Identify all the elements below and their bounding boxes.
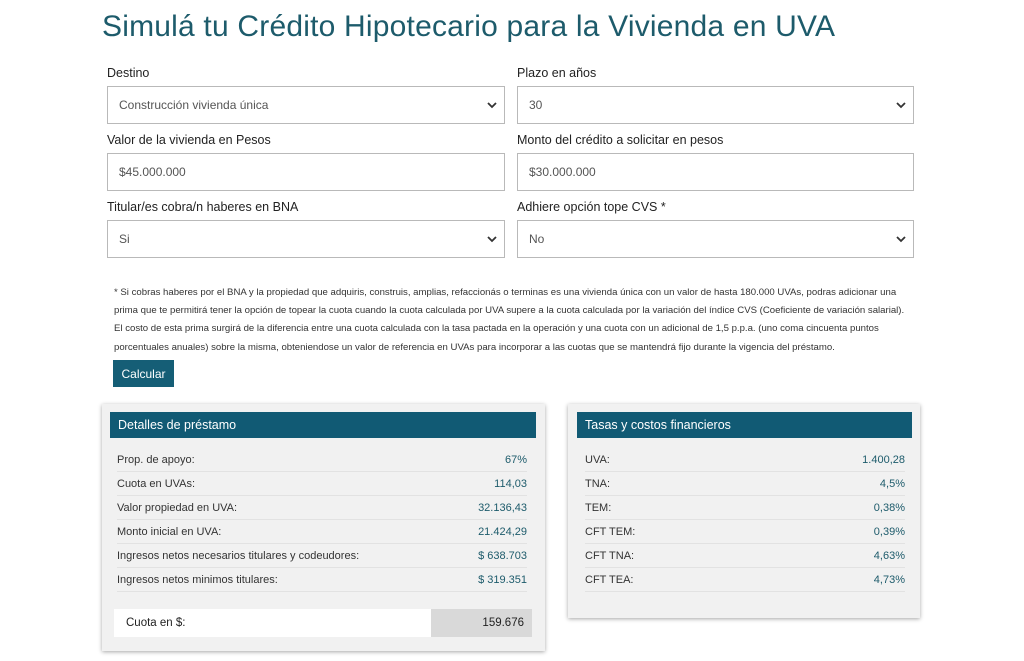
detalles-header: Detalles de préstamo (110, 412, 536, 438)
row-value: 21.424,29 (478, 525, 527, 538)
cuota-summary (114, 609, 532, 637)
monto-credito-input[interactable] (517, 153, 914, 191)
row-label: CFT TEM: (585, 525, 636, 538)
row-label: CFT TEA: (585, 573, 634, 586)
tope-cvs-label: Adhiere opción tope CVS * (517, 200, 666, 214)
chevron-down-icon (486, 99, 498, 111)
list-item (117, 544, 527, 568)
list-item (117, 448, 527, 472)
chevron-down-icon (486, 233, 498, 245)
cvs-note: * Si cobras haberes por el BNA y la propiedad que adquiris, construis, amplias, refaccionás o terminas es una vivienda única con un valor de hasta 180.000 UVAs, podras adicionar una prima que te permitirá tener la opción de topear la cuota cuando la cuota calculada por UVA supere a la cuota calculada por la variación del índice CVS (Coeficiente de variación salarial). El costo de esta prima surgirá de la diferencia entre una cuota calculada con la tasa pactada en la operación y una cuota con un adicional de 1,5 p.p.a. (uno coma cincuenta puntos porcentuales anuales) sobre la misma, obteniendose un valor de referencia en UVAs para incorporar a las cuotas que se mantendrá fijo durante la vigencia del préstamo. (114, 287, 905, 353)
row-label: Ingresos netos necesarios titulares y codeudores: (117, 549, 360, 562)
cuota-value: 159.676 (431, 609, 532, 637)
tope-cvs-value: No (529, 232, 545, 246)
valor-vivienda-input[interactable] (107, 153, 505, 191)
row-value: 1.400,28 (862, 453, 905, 466)
row-label: Cuota en UVAs: (117, 477, 196, 490)
destino-value: Construcción vivienda única (119, 98, 269, 112)
row-value: 67% (504, 453, 527, 466)
calcular-button[interactable]: Calcular (113, 360, 174, 387)
list-item (585, 544, 905, 568)
row-value: 0,39% (873, 525, 905, 538)
cuota-label: Cuota en $: (114, 609, 431, 637)
list-item (117, 520, 527, 544)
valor-vivienda-value: $45.000.000 (119, 165, 186, 179)
row-label: TEM: (585, 501, 612, 514)
monto-credito-label: Monto del crédito a solicitar en pesos (517, 133, 724, 147)
list-item (585, 568, 905, 592)
destino-select[interactable] (107, 86, 505, 124)
plazo-value: 30 (529, 98, 543, 112)
row-value: 4,5% (879, 477, 905, 490)
list-item (585, 448, 905, 472)
tope-cvs-select[interactable] (517, 220, 914, 258)
row-label: UVA: (585, 453, 610, 466)
list-item (585, 520, 905, 544)
titular-select[interactable] (107, 220, 505, 258)
row-value: 114,03 (494, 477, 527, 490)
row-label: CFT TNA: (585, 549, 635, 562)
list-item (117, 472, 527, 496)
row-value: 4,73% (873, 573, 905, 586)
list-item (585, 496, 905, 520)
chevron-down-icon (895, 99, 907, 111)
row-value: 32.136,43 (478, 501, 527, 514)
row-label: Valor propiedad en UVA: (117, 501, 238, 514)
plazo-label: Plazo en años (517, 66, 597, 80)
tasas-card (568, 404, 920, 618)
row-label: Prop. de apoyo: (117, 453, 195, 466)
chevron-down-icon (895, 233, 907, 245)
valor-vivienda-label: Valor de la vivienda en Pesos (107, 133, 271, 147)
row-value: 4,63% (873, 549, 905, 562)
list-item (117, 496, 527, 520)
tasas-header: Tasas y costos financieros (577, 412, 912, 438)
list-item (585, 472, 905, 496)
titular-value: Si (119, 232, 130, 246)
monto-credito-value: $30.000.000 (529, 165, 596, 179)
row-value: $ 319.351 (478, 573, 527, 586)
row-label: TNA: (585, 477, 611, 490)
titular-label: Titular/es cobra/n haberes en BNA (107, 200, 299, 214)
destino-label: Destino (107, 66, 150, 80)
list-item (117, 568, 527, 592)
page-title: Simulá tu Crédito Hipotecario para la Vivienda en UVA (102, 10, 836, 43)
row-label: Monto inicial en UVA: (117, 525, 222, 538)
row-value: 0,38% (873, 501, 905, 514)
plazo-select[interactable] (517, 86, 914, 124)
row-value: $ 638.703 (478, 549, 527, 562)
row-label: Ingresos netos minimos titulares: (117, 573, 278, 586)
